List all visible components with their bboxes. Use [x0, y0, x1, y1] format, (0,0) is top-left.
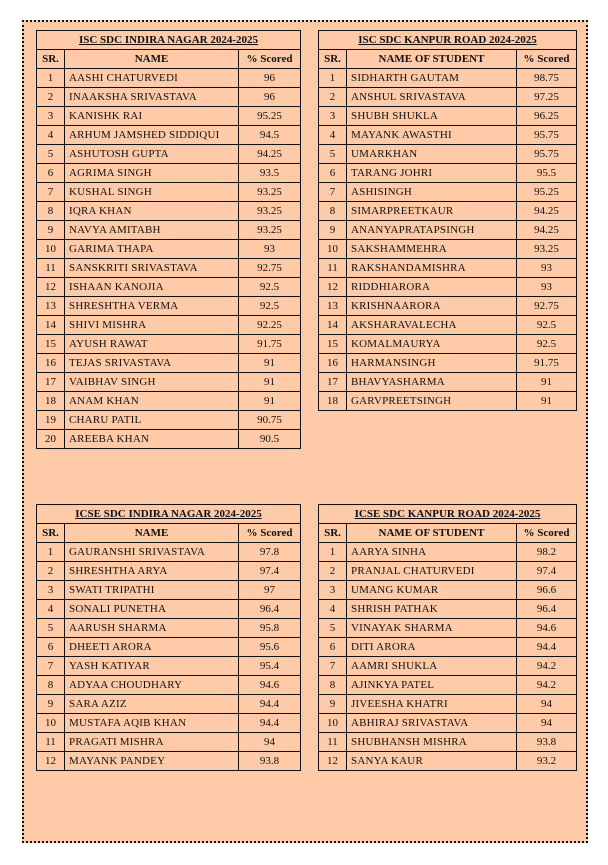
score-cell: 94 [517, 695, 577, 714]
serial-cell: 1 [37, 69, 65, 88]
score-cell: 93.25 [239, 202, 301, 221]
score-cell: 93.25 [517, 240, 577, 259]
score-cell: 94.2 [517, 676, 577, 695]
table-row [37, 619, 301, 638]
student-name-cell: ASHUTOSH GUPTA [65, 145, 239, 164]
table-title-row [37, 31, 301, 50]
table-row [319, 562, 577, 581]
table-row [37, 88, 301, 107]
table-row [37, 354, 301, 373]
table-row [319, 543, 577, 562]
student-name-cell: AREEBA KHAN [65, 430, 239, 449]
student-name-cell: AYUSH RAWAT [65, 335, 239, 354]
score-cell: 93.8 [239, 752, 301, 771]
score-cell: 98.75 [517, 69, 577, 88]
score-cell: 95.25 [239, 107, 301, 126]
score-cell: 93.25 [239, 183, 301, 202]
student-name-cell: SHRISH PATHAK [347, 600, 517, 619]
serial-cell: 8 [319, 676, 347, 695]
serial-cell: 6 [37, 638, 65, 657]
student-name-cell: AASHI CHATURVEDI [65, 69, 239, 88]
table-row [37, 581, 301, 600]
score-cell: 91 [517, 392, 577, 411]
score-cell: 94.25 [517, 202, 577, 221]
table-row [319, 69, 577, 88]
serial-cell: 8 [37, 676, 65, 695]
serial-cell: 18 [37, 392, 65, 411]
score-cell: 93.25 [239, 221, 301, 240]
student-name-cell: SHRESHTHA VERMA [65, 297, 239, 316]
serial-cell: 8 [319, 202, 347, 221]
name-header: NAME OF STUDENT [347, 50, 517, 69]
score-cell: 96 [239, 69, 301, 88]
student-name-cell: GARIMA THAPA [65, 240, 239, 259]
serial-cell: 12 [37, 278, 65, 297]
serial-cell: 9 [319, 221, 347, 240]
serial-cell: 3 [319, 581, 347, 600]
serial-cell: 14 [37, 316, 65, 335]
score-cell: 92.5 [517, 335, 577, 354]
serial-cell: 15 [37, 335, 65, 354]
student-name-cell: ISHAAN KANOJIA [65, 278, 239, 297]
score-cell: 96.6 [517, 581, 577, 600]
score-cell: 94.4 [239, 714, 301, 733]
serial-cell: 10 [37, 240, 65, 259]
serial-cell: 4 [319, 600, 347, 619]
table-row [319, 354, 577, 373]
name-header: NAME [65, 524, 239, 543]
table-row [37, 69, 301, 88]
table-row [37, 183, 301, 202]
student-name-cell: GARVPREETSINGH [347, 392, 517, 411]
serial-cell: 9 [37, 695, 65, 714]
student-name-cell: AKSHARAVALECHA [347, 316, 517, 335]
score-cell: 94.6 [239, 676, 301, 695]
score-cell: 92.25 [239, 316, 301, 335]
table-header-row [37, 50, 301, 69]
serial-cell: 1 [37, 543, 65, 562]
table-row [319, 657, 577, 676]
serial-cell: 13 [319, 297, 347, 316]
table-title: ICSE SDC KANPUR ROAD 2024-2025 [319, 505, 577, 524]
table-row [37, 297, 301, 316]
serial-cell: 7 [319, 657, 347, 676]
score-cell: 96 [239, 88, 301, 107]
serial-cell: 12 [319, 752, 347, 771]
score-cell: 94.4 [239, 695, 301, 714]
table-row [319, 297, 577, 316]
student-name-cell: ASHISINGH [347, 183, 517, 202]
score-cell: 91 [239, 392, 301, 411]
serial-cell: 9 [37, 221, 65, 240]
student-name-cell: MAYANK AWASTHI [347, 126, 517, 145]
score-cell: 95.75 [517, 126, 577, 145]
table-row [37, 714, 301, 733]
serial-cell: 2 [37, 88, 65, 107]
isc-kanpur-road-table [318, 30, 577, 411]
score-cell: 98.2 [517, 543, 577, 562]
table-row [319, 714, 577, 733]
table-header-row [319, 50, 577, 69]
student-name-cell: TARANG JOHRI [347, 164, 517, 183]
student-name-cell: SHUBHANSH MISHRA [347, 733, 517, 752]
score-cell: 92.5 [517, 316, 577, 335]
student-name-cell: SHUBH SHUKLA [347, 107, 517, 126]
table-row [37, 638, 301, 657]
table-title-row [319, 505, 577, 524]
table-title-row [319, 31, 577, 50]
student-name-cell: GAURANSHI SRIVASTAVA [65, 543, 239, 562]
student-name-cell: ARHUM JAMSHED SIDDIQUI [65, 126, 239, 145]
score-cell: 97.4 [517, 562, 577, 581]
student-name-cell: SIMARPREETKAUR [347, 202, 517, 221]
table-row [37, 316, 301, 335]
student-name-cell: KRISHNAARORA [347, 297, 517, 316]
score-cell: 94.25 [239, 145, 301, 164]
score-cell: 95.5 [517, 164, 577, 183]
student-name-cell: BHAVYASHARMA [347, 373, 517, 392]
table-row [37, 107, 301, 126]
score-cell: 96.4 [517, 600, 577, 619]
table-row [37, 221, 301, 240]
serial-cell: 11 [37, 733, 65, 752]
score-cell: 93.2 [517, 752, 577, 771]
student-name-cell: UMARKHAN [347, 145, 517, 164]
score-cell: 90.5 [239, 430, 301, 449]
serial-cell: 15 [319, 335, 347, 354]
serial-cell: 3 [37, 581, 65, 600]
table-title-row [37, 505, 301, 524]
score-cell: 90.75 [239, 411, 301, 430]
student-name-cell: AGRIMA SINGH [65, 164, 239, 183]
table-row [37, 145, 301, 164]
student-name-cell: ANANYAPRATAPSINGH [347, 221, 517, 240]
student-name-cell: DHEETI ARORA [65, 638, 239, 657]
name-header: NAME OF STUDENT [347, 524, 517, 543]
score-cell: 94.6 [517, 619, 577, 638]
score-cell: 93 [517, 278, 577, 297]
student-name-cell: SIDHARTH GAUTAM [347, 69, 517, 88]
student-name-cell: ANAM KHAN [65, 392, 239, 411]
table-row [319, 676, 577, 695]
student-name-cell: HARMANSINGH [347, 354, 517, 373]
score-cell: 93.8 [517, 733, 577, 752]
serial-cell: 7 [37, 183, 65, 202]
serial-cell: 10 [319, 240, 347, 259]
student-name-cell: CHARU PATIL [65, 411, 239, 430]
serial-cell: 11 [37, 259, 65, 278]
score-cell: 94.4 [517, 638, 577, 657]
student-name-cell: SHRESHTHA ARYA [65, 562, 239, 581]
table-row [319, 752, 577, 771]
score-cell: 95.4 [239, 657, 301, 676]
serial-cell: 5 [37, 619, 65, 638]
table-header-row [319, 524, 577, 543]
student-name-cell: INAAKSHA SRIVASTAVA [65, 88, 239, 107]
score-cell: 91 [239, 373, 301, 392]
table-row [319, 278, 577, 297]
table-row [37, 373, 301, 392]
icse-indira-nagar-table [36, 504, 301, 771]
serial-cell: 12 [37, 752, 65, 771]
table-title: ICSE SDC INDIRA NAGAR 2024-2025 [37, 505, 301, 524]
table-row [319, 126, 577, 145]
score-cell: 97 [239, 581, 301, 600]
serial-cell: 1 [319, 543, 347, 562]
score-cell: 94.25 [517, 221, 577, 240]
serial-cell: 18 [319, 392, 347, 411]
serial-cell: 6 [319, 164, 347, 183]
student-name-cell: SANSKRITI SRIVASTAVA [65, 259, 239, 278]
student-name-cell: SONALI PUNETHA [65, 600, 239, 619]
table-row [319, 373, 577, 392]
student-name-cell: KOMALMAURYA [347, 335, 517, 354]
student-name-cell: VINAYAK SHARMA [347, 619, 517, 638]
table-row [319, 335, 577, 354]
table-row [37, 335, 301, 354]
table-row [37, 392, 301, 411]
table-row [37, 430, 301, 449]
serial-cell: 1 [319, 69, 347, 88]
serial-cell: 3 [319, 107, 347, 126]
table-row [37, 543, 301, 562]
student-name-cell: AARYA SINHA [347, 543, 517, 562]
score-cell: 94 [239, 733, 301, 752]
student-name-cell: SARA AZIZ [65, 695, 239, 714]
serial-cell: 7 [319, 183, 347, 202]
student-name-cell: SANYA KAUR [347, 752, 517, 771]
score-header: % Scored [517, 50, 577, 69]
table-row [37, 278, 301, 297]
student-name-cell: MUSTAFA AQIB KHAN [65, 714, 239, 733]
table-row [319, 259, 577, 278]
serial-cell: 6 [37, 164, 65, 183]
results-page [22, 20, 588, 843]
serial-cell: 2 [37, 562, 65, 581]
score-header: % Scored [239, 50, 301, 69]
table-row [319, 638, 577, 657]
serial-header: SR. [37, 50, 65, 69]
student-name-cell: VAIBHAV SINGH [65, 373, 239, 392]
table-row [319, 88, 577, 107]
score-header: % Scored [517, 524, 577, 543]
serial-cell: 19 [37, 411, 65, 430]
student-name-cell: AJINKYA PATEL [347, 676, 517, 695]
score-cell: 94 [517, 714, 577, 733]
score-cell: 96.4 [239, 600, 301, 619]
icse-kanpur-road-table [318, 504, 577, 771]
table-row [319, 316, 577, 335]
serial-cell: 11 [319, 259, 347, 278]
serial-cell: 13 [37, 297, 65, 316]
student-name-cell: SHIVI MISHRA [65, 316, 239, 335]
table-row [37, 600, 301, 619]
student-name-cell: PRAGATI MISHRA [65, 733, 239, 752]
serial-cell: 6 [319, 638, 347, 657]
table-row [37, 240, 301, 259]
score-cell: 95.6 [239, 638, 301, 657]
score-cell: 94.5 [239, 126, 301, 145]
table-row [319, 107, 577, 126]
score-cell: 95.75 [517, 145, 577, 164]
table-row [319, 581, 577, 600]
table-row [319, 392, 577, 411]
score-cell: 91.75 [517, 354, 577, 373]
table-row [37, 202, 301, 221]
student-name-cell: RIDDHIARORA [347, 278, 517, 297]
score-cell: 93.5 [239, 164, 301, 183]
serial-header: SR. [319, 524, 347, 543]
score-cell: 92.75 [239, 259, 301, 278]
table-row [37, 676, 301, 695]
score-cell: 92.5 [239, 278, 301, 297]
score-cell: 91 [517, 373, 577, 392]
table-row [319, 202, 577, 221]
score-cell: 94.2 [517, 657, 577, 676]
serial-cell: 17 [37, 373, 65, 392]
table-row [319, 221, 577, 240]
serial-header: SR. [319, 50, 347, 69]
student-name-cell: ADYAA CHOUDHARY [65, 676, 239, 695]
serial-cell: 4 [37, 600, 65, 619]
score-cell: 97.8 [239, 543, 301, 562]
student-name-cell: IQRA KHAN [65, 202, 239, 221]
score-cell: 95.8 [239, 619, 301, 638]
table-row [319, 733, 577, 752]
serial-cell: 16 [37, 354, 65, 373]
table-row [37, 562, 301, 581]
table-row [319, 145, 577, 164]
serial-cell: 4 [319, 126, 347, 145]
student-name-cell: ABHIRAJ SRIVASTAVA [347, 714, 517, 733]
table-row [319, 240, 577, 259]
table-row [37, 695, 301, 714]
table-row [37, 752, 301, 771]
serial-cell: 20 [37, 430, 65, 449]
score-cell: 96.25 [517, 107, 577, 126]
serial-cell: 5 [319, 145, 347, 164]
score-cell: 93 [517, 259, 577, 278]
table-row [319, 600, 577, 619]
serial-cell: 3 [37, 107, 65, 126]
serial-cell: 11 [319, 733, 347, 752]
student-name-cell: KANISHK RAI [65, 107, 239, 126]
table-row [319, 183, 577, 202]
table-row [37, 126, 301, 145]
table-title: ISC SDC KANPUR ROAD 2024-2025 [319, 31, 577, 50]
score-header: % Scored [239, 524, 301, 543]
student-name-cell: JIVEESHA KHATRI [347, 695, 517, 714]
score-cell: 93 [239, 240, 301, 259]
score-cell: 92.75 [517, 297, 577, 316]
table-row [37, 411, 301, 430]
serial-cell: 5 [319, 619, 347, 638]
serial-cell: 5 [37, 145, 65, 164]
student-name-cell: SAKSHAMMEHRA [347, 240, 517, 259]
student-name-cell: AAMRI SHUKLA [347, 657, 517, 676]
serial-cell: 9 [319, 695, 347, 714]
serial-cell: 16 [319, 354, 347, 373]
score-cell: 91 [239, 354, 301, 373]
student-name-cell: KUSHAL SINGH [65, 183, 239, 202]
student-name-cell: NAVYA AMITABH [65, 221, 239, 240]
student-name-cell: RAKSHANDAMISHRA [347, 259, 517, 278]
student-name-cell: TEJAS SRIVASTAVA [65, 354, 239, 373]
score-cell: 95.25 [517, 183, 577, 202]
student-name-cell: ANSHUL SRIVASTAVA [347, 88, 517, 107]
serial-cell: 17 [319, 373, 347, 392]
serial-cell: 4 [37, 126, 65, 145]
student-name-cell: SWATI TRIPATHI [65, 581, 239, 600]
serial-cell: 12 [319, 278, 347, 297]
isc-indira-nagar-table [36, 30, 301, 449]
score-cell: 97.4 [239, 562, 301, 581]
serial-cell: 10 [319, 714, 347, 733]
score-cell: 91.75 [239, 335, 301, 354]
student-name-cell: DITI ARORA [347, 638, 517, 657]
serial-cell: 2 [319, 88, 347, 107]
table-row [37, 164, 301, 183]
score-cell: 92.5 [239, 297, 301, 316]
name-header: NAME [65, 50, 239, 69]
score-cell: 97.25 [517, 88, 577, 107]
serial-cell: 14 [319, 316, 347, 335]
table-row [37, 259, 301, 278]
serial-cell: 7 [37, 657, 65, 676]
table-row [319, 164, 577, 183]
serial-cell: 2 [319, 562, 347, 581]
table-header-row [37, 524, 301, 543]
serial-cell: 10 [37, 714, 65, 733]
serial-header: SR. [37, 524, 65, 543]
table-row [319, 695, 577, 714]
student-name-cell: PRANJAL CHATURVEDI [347, 562, 517, 581]
table-title: ISC SDC INDIRA NAGAR 2024-2025 [37, 31, 301, 50]
student-name-cell: YASH KATIYAR [65, 657, 239, 676]
student-name-cell: MAYANK PANDEY [65, 752, 239, 771]
table-row [37, 657, 301, 676]
student-name-cell: AARUSH SHARMA [65, 619, 239, 638]
serial-cell: 8 [37, 202, 65, 221]
student-name-cell: UMANG KUMAR [347, 581, 517, 600]
table-row [37, 733, 301, 752]
table-row [319, 619, 577, 638]
